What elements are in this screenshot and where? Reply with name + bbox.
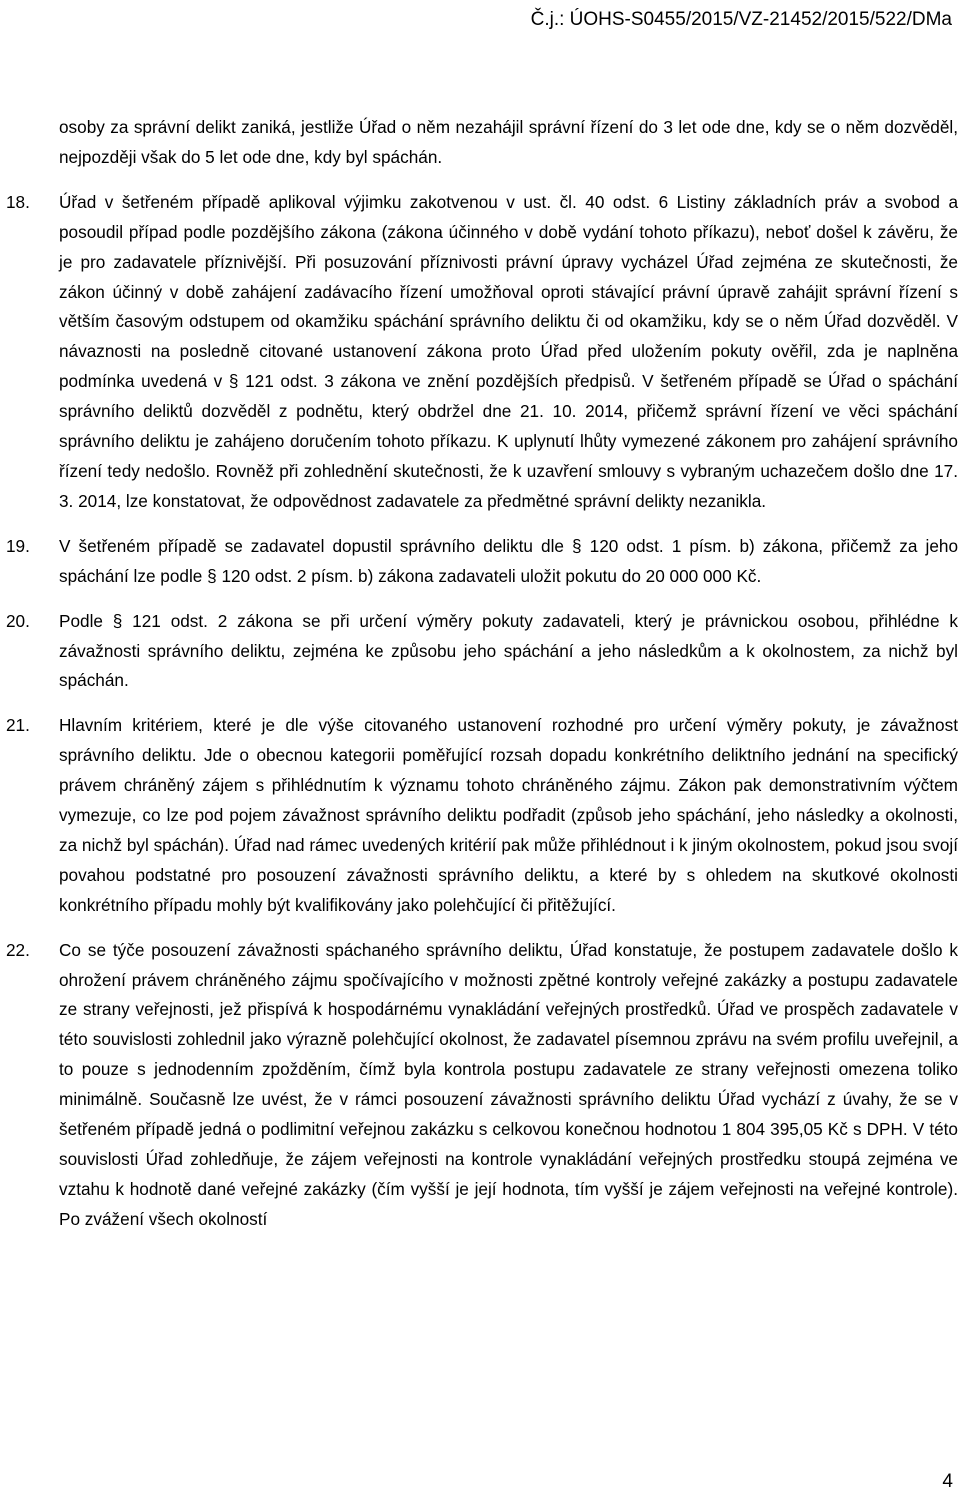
paragraph-number: 20. (6, 610, 30, 631)
continued-paragraph: osoby za správní delikt zaniká, jestliže Úřad o něm nezahájil správní řízení do 3 let ode dne, kdy se o něm dozvěděl, nejpozději však do 5 let ode dne, kdy byl spáchán. (59, 117, 958, 167)
paragraph-22 (0, 936, 960, 1235)
paragraph-text: V šetřeném případě se zadavatel dopustil správního deliktu dle § 120 odst. 1 písm. b) zákona, přičemž za jeho spáchání lze podle § 120 odst. 2 písm. b) zákona zadavateli uložit pokutu do 20 000 000 Kč. (59, 535, 958, 586)
paragraph-text: Podle § 121 odst. 2 zákona se při určení výměry pokuty zadavateli, který je právnickou osobou, přihlédne k závažnosti správního deliktu, zejména ke způsobu jeho spáchání a jeho následkům a k okolnostem, za nichž byl spáchán. (59, 610, 958, 691)
paragraph-21 (0, 711, 960, 920)
paragraph-19 (0, 532, 960, 592)
paragraph-20 (0, 607, 960, 697)
paragraph-number: 19. (6, 535, 30, 556)
paragraph-number: 18. (6, 191, 30, 212)
paragraph-text: Hlavním kritériem, které je dle výše citovaného ustanovení rozhodné pro určení výměry pokuty, je závažnost správního deliktu. Jde o obecnou kategorii poměřující rozsah dopadu konkrétního deliktního jednání na specifický právem chráněný zájem s přihlédnutím k významu tohoto chráněného zájmu. Zákon pak demonstrativním výčtem vymezuje, co lze pod pojem závažnost správního deliktu podřadit (způsob jeho spáchání, jeho následky a okolnosti, za nichž byl spáchán). Úřad nad rámec uvedených kritérií pak může přihlédnout i k jiným okolnostem, pokud jsou svojí povahou podstatné pro posouzení závažnosti správního deliktu, a které by s ohledem na skutkové okolnosti konkrétního případu mohly být kvalifikovány jako polehčující či přitěžující. (59, 715, 958, 915)
paragraph-number: 22. (6, 939, 30, 960)
document-reference-header: Č.j.: ÚOHS-S0455/2015/VZ-21452/2015/522/DMa (530, 9, 952, 30)
paragraph-text: Co se týče posouzení závažnosti spáchaného správního deliktu, Úřad konstatuje, že postupem zadavatele došlo k ohrožení právem chráněného zájmu spočívajícího v možnosti zpětné kontroly veřejné zakázky a postupu zadavatele ze strany veřejnosti, jež přispívá k hospodárnému vynakládání veřejných prostředků. Úřad ve prospěch zadavatele v této souvislosti zohlednil jako výrazně polehčující okolnost, že zadavatel písemnou zprávu na svém profilu uveřejnil, a to pouze s jednodenním zpožděním, čímž byla kontrola postupu zadavatele ze strany veřejnosti omezena toliko minimálně. Současně lze uvést, že v rámci posouzení závažnosti správního deliktu Úřad vychází z úvahy, že se v šetřeném případě jedná o podlimitní veřejnou zakázku s celkovou konečnou hodnotou 1 804 395,05 Kč s DPH. V této souvislosti Úřad zohledňuje, že zájem veřejnosti na kontrole vynakládání veřejných prostředku stoupá zejména ve vztahu k hodnotě dané veřejné zakázky (čím vyšší je její hodnota, tím vyšší je zájem veřejnosti na veřejné kontrole). Po zvážení všech okolností (59, 939, 958, 1229)
document-body (0, 113, 960, 1250)
page-number: 4 (942, 1471, 953, 1492)
paragraph-text: Úřad v šetřeném případě aplikoval výjimku zakotvenou v ust. čl. 40 odst. 6 Listiny základních práv a svobod a posoudil případ podle pozdějšího zákona (zákona účinného v době vydání tohoto příkazu), neboť došel k závěru, že je pro zadavatele příznivější. Při posuzování příznivosti právní úpravy vycházel Úřad zejména ze skutečnosti, že zákon účinný v době zahájení zadávacího řízení umožňoval oproti stávající právní úpravě zahájit správní řízení s větším časovým odstupem od okamžiku spáchání správního deliktu či od okamžiku, kdy se o něm Úřad dozvěděl. V návaznosti na posledně citované ustanovení zákona proto Úřad před uložením pokuty ověřil, zda je naplněna podmínka uvedená v § 121 odst. 3 zákona ve znění pozdějších předpisů. V šetřeném případě se Úřad o spáchání správního deliktů dozvěděl z podnětu, který obdržel dne 21. 10. 2014, přičemž správní řízení ve věci spáchání správního deliktu je zahájeno doručením tohoto příkazu. K uplynutí lhůty vymezené zákonem pro zahájení správního řízení tedy nedošlo. Rovněž při zohlednění skutečnosti, že k uzavření smlouvy s vybraným uchazečem došlo dne 17. 3. 2014, lze konstatovat, že odpovědnost zadavatele za předmětné správní delikty nezanikla. (59, 191, 958, 511)
paragraph-18 (0, 188, 960, 517)
paragraph-number: 21. (6, 715, 30, 736)
